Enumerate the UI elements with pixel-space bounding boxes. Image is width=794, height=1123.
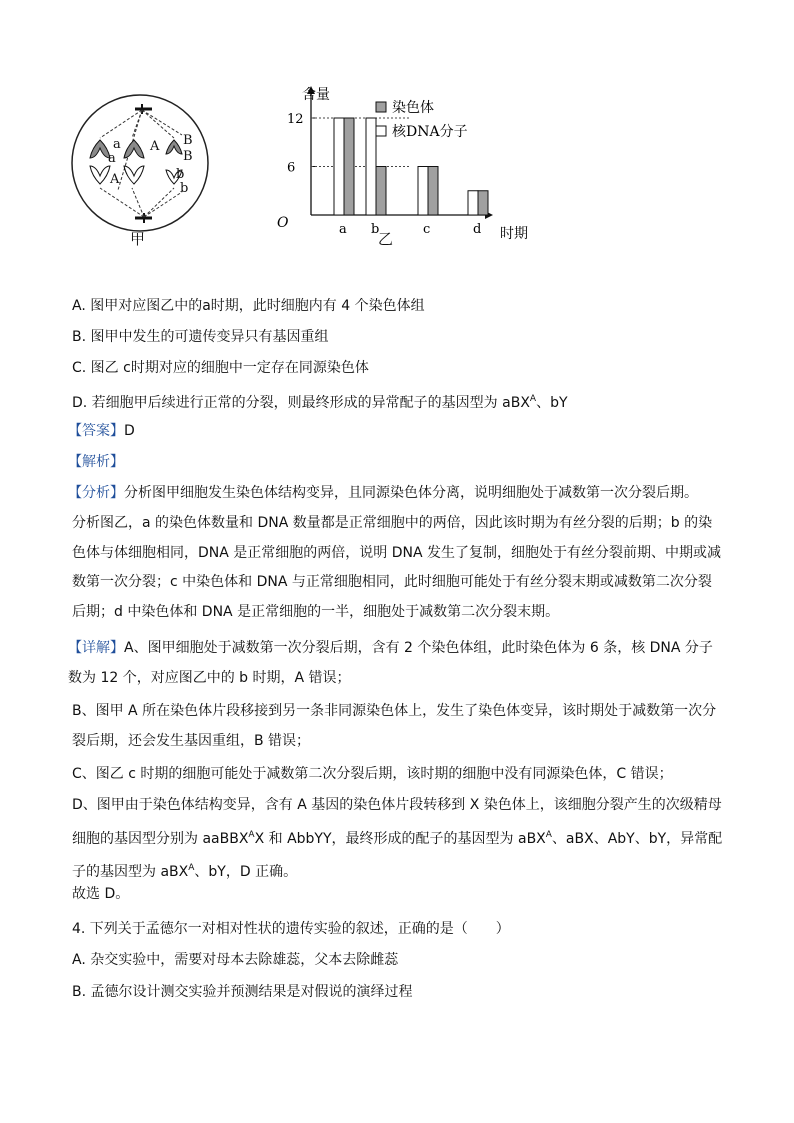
chart-caption: 乙 <box>378 230 394 248</box>
bar-chromosome-c <box>428 167 438 216</box>
y-tick-label-12: 12 <box>287 112 304 127</box>
x-axis-label: 时期 <box>500 226 528 242</box>
bar-chromosome-b <box>376 167 386 216</box>
question-4-stem: 4. 下列关于孟德尔一对相对性状的遗传实验的叙述，正确的是（ ） <box>72 921 510 937</box>
bar-chromosome-a <box>344 118 354 215</box>
question-4-option-b: B. 孟德尔设计测交实验并预测结果是对假说的演绎过程 <box>72 984 413 1000</box>
detail-c: C、图乙 c 时期的细胞可能处于减数第二次分裂后期，该时期的细胞中没有同源染色体，C 错误； <box>72 766 673 782</box>
bar-chart <box>277 86 528 242</box>
bar-dna-c <box>418 167 428 216</box>
y-tick-label-6: 6 <box>287 160 296 176</box>
origin-label: O <box>277 215 289 231</box>
option-d: D. 若细胞甲后续进行正常的分裂，则最终形成的异常配子的基因型为 aBX$^A$、bY <box>72 394 568 411</box>
legend <box>376 99 468 140</box>
analysis-tag: 【解析】 <box>68 454 124 470</box>
svg-text:b: b <box>176 167 185 182</box>
detail-a: 【详解】A、图甲细胞处于减数第一次分裂后期，含有 2 个染色体组，此时染色体为 6 条，核 DNA 分子数为 12 个，对应图乙中的 b 时期，A 错误； <box>68 640 713 686</box>
detail-tag: 【详解】 <box>68 640 124 656</box>
figure-area <box>70 80 540 285</box>
question-4-option-a: A. 杂交实验中，需要对母本去除雄蕊，父本去除雌蕊 <box>72 952 399 968</box>
svg-text:B: B <box>183 149 193 164</box>
detail-b: B、图甲 A 所在染色体片段移接到另一条非同源染色体上，发生了染色体变异，该时期处于减数第一次分裂后期，还会发生基因重组，B 错误； <box>72 703 717 749</box>
bar-dna-b <box>366 118 376 215</box>
bar-dna-d <box>468 191 478 215</box>
conclusion: 故选 D。 <box>72 886 130 902</box>
answer-value: D <box>124 423 135 439</box>
option-b: B. 图甲中发生的可遗传变异只有基因重组 <box>72 329 329 345</box>
x-tick-labels <box>339 222 481 237</box>
gene-labels <box>108 133 193 196</box>
legend-swatch-dna <box>376 126 386 136</box>
fenxi-tag: 【分析】 <box>68 485 124 501</box>
figure-svg <box>70 80 540 285</box>
option-c: C. 图乙 c时期对应的细胞中一定存在同源染色体 <box>72 360 369 376</box>
x-tick-label-c: c <box>423 222 431 237</box>
legend-swatch-chromosome <box>376 102 386 112</box>
x-tick-label-d: d <box>473 222 482 237</box>
fenxi-paragraph-2: 分析图乙，a 的染色体数量和 DNA 数量都是正常细胞中的两倍，因此该时期为有丝分裂的后期；b 的染色体与体细胞相同，DNA 是正常细胞的两倍，说明 DNA 发生了复制，细胞处于有丝分裂前期、中期或减数第一次分裂；c 中染色体和 DNA 与正常细胞相同，此时细胞可能处于有丝分裂末期或减数第二次分裂后期；d 中染色体和 DNA 是正常细胞的一半，细胞处于减数第二次分裂末期。 <box>72 515 722 620</box>
chromosomes-bottom <box>90 166 185 184</box>
bar-chromosome-d <box>478 191 488 215</box>
cell-diagram <box>72 95 208 231</box>
cell-caption: 甲 <box>130 230 146 248</box>
legend-label-chromosome: 染色体 <box>392 100 434 116</box>
x-tick-label-a: a <box>339 222 347 237</box>
option-a: A. 图甲对应图乙中的a时期，此时细胞内有 4 个染色体组 <box>72 298 425 314</box>
svg-text:B: B <box>183 133 193 148</box>
answer-tag: 【答案】 <box>68 423 124 439</box>
svg-text:a: a <box>108 151 116 166</box>
y-axis-label: 含量 <box>302 87 330 103</box>
bar-dna-a <box>334 118 344 215</box>
svg-text:b: b <box>180 181 189 196</box>
x-tick-label-b: b <box>371 222 380 237</box>
answer-line <box>68 421 135 441</box>
detail-d: D、图甲由于染色体结构变异，含有 A 基因的染色体片段转移到 X 染色体上，该细胞分裂产生的次级精母细胞的基因型分别为 aaBBX$^A$X 和 AbbYY，最终形成的配子的基因型为 aBX$^A$、aBX、AbY、bY，异常配子的基因型为 aBX$^A$、bY，D 正确。 <box>72 797 723 880</box>
svg-text:a: a <box>113 137 121 152</box>
chromosomes-top <box>90 140 182 158</box>
svg-text:A: A <box>150 139 160 154</box>
fenxi-line-1: 【分析】分析图甲细胞发生染色体结构变异，且同源染色体分离，说明细胞处于减数第一次分裂后期。 <box>68 485 698 501</box>
svg-text:A: A <box>110 172 120 187</box>
legend-label-dna: 核DNA分子 <box>392 124 468 140</box>
